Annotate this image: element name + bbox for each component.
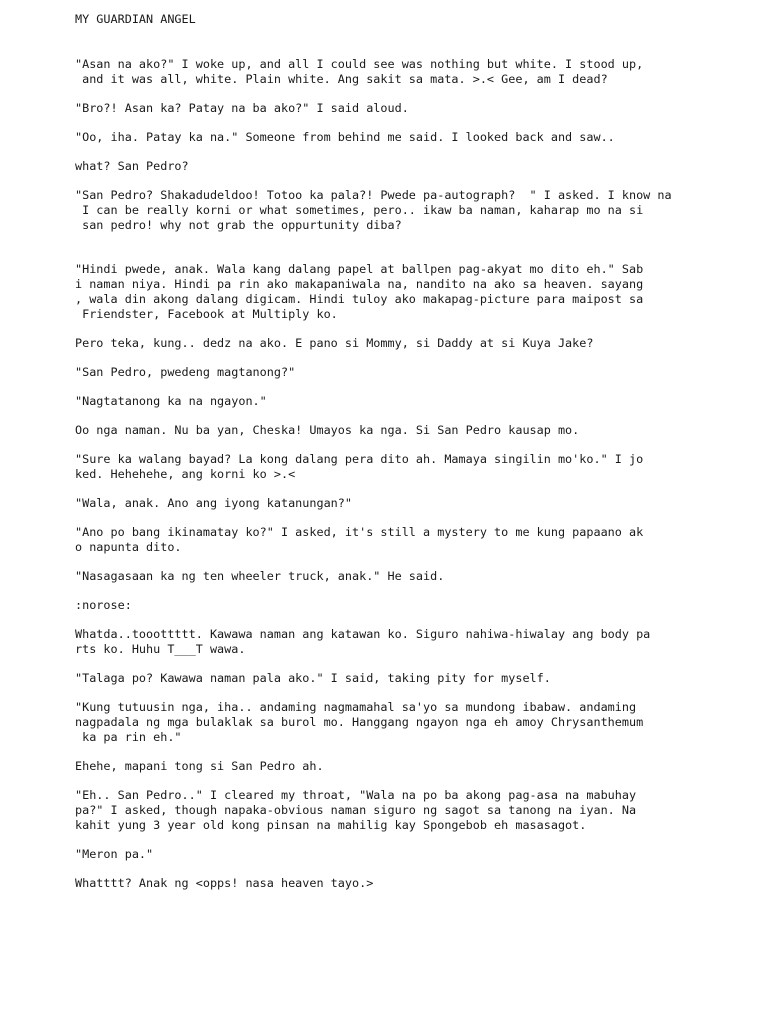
paragraph: "Kung tutuusin nga, iha.. andaming nagmamahal sa'yo sa mundong ibabaw. andaming nagpadala ng mga bulaklak sa burol mo. Hanggang ngayon nga eh amoy Chrysanthemum ka pa rin eh." — [75, 700, 644, 744]
paragraph: "Nasagasaan ka ng ten wheeler truck, anak." He said. — [75, 569, 445, 583]
paragraph: "Oo, iha. Patay ka na." Someone from behind me said. I looked back and saw.. — [75, 130, 615, 144]
paragraph: Whatttt? Anak ng <opps! nasa heaven tayo.> — [75, 876, 374, 890]
paragraph: "Talaga po? Kawawa naman pala ako." I said, taking pity for myself. — [75, 671, 551, 685]
paragraph: "Bro?! Asan ka? Patay na ba ako?" I said aloud. — [75, 101, 409, 115]
paragraph: "Asan na ako?" I woke up, and all I could see was nothing but white. I stood up, and it was all, white. Plain white. Ang sakit sa mata. >.< Gee, am I dead? — [75, 57, 644, 86]
document-title: MY GUARDIAN ANGEL — [75, 12, 196, 26]
paragraph: "Hindi pwede, anak. Wala kang dalang papel at ballpen pag-akyat mo dito eh." Sab i naman niya. Hindi pa rin ako makapaniwala na, nandito na ako sa heaven. sayang , wala din akong dalang digicam. Hindi tuloy ako makapag-picture para maipost sa Friendster, Facebook at Multiply ko. — [75, 262, 644, 321]
paragraph: :norose: — [75, 598, 132, 612]
paragraph: "San Pedro? Shakadudeldoo! Totoo ka pala?! Pwede pa-autograph? " I asked. I know na I can be really korni or what sometimes, pero.. ikaw ba naman, kaharap mo na si san pedro! why not grab the oppurtunity diba? — [75, 188, 672, 232]
paragraph: "Ano po bang ikinamatay ko?" I asked, it's still a mystery to me kung papaano ak o napunta dito. — [75, 525, 644, 554]
paragraph: "Eh.. San Pedro.." I cleared my throat, "Wala na po ba akong pag-asa na mabuhay pa?" I asked, though napaka-obvious naman siguro ng sagot sa tanong na iyan. Na kahit yung 3 year old kong pinsan na mahilig kay Spongebob eh masasagot. — [75, 788, 637, 832]
paragraph: "Nagtatanong ka na ngayon." — [75, 394, 267, 408]
paragraph: Oo nga naman. Nu ba yan, Cheska! Umayos ka nga. Si San Pedro kausap mo. — [75, 423, 580, 437]
document-body — [75, 57, 755, 905]
paragraph: "Wala, anak. Ano ang iyong katanungan?" — [75, 496, 352, 510]
paragraph: Ehehe, mapani tong si San Pedro ah. — [75, 759, 324, 773]
paragraph: what? San Pedro? — [75, 159, 189, 173]
paragraph: "Meron pa." — [75, 847, 154, 861]
paragraph: "San Pedro, pwedeng magtanong?" — [75, 365, 296, 379]
paragraph: Whatda..tooottttt. Kawawa naman ang katawan ko. Siguro nahiwa-hiwalay ang body pa rts ko. Huhu T___T wawa. — [75, 627, 651, 656]
paragraph: "Sure ka walang bayad? La kong dalang pera dito ah. Mamaya singilin mo'ko." I jo ked. Hehehehe, ang korni ko >.< — [75, 452, 644, 481]
paragraph: Pero teka, kung.. dedz na ako. E pano si Mommy, si Daddy at si Kuya Jake? — [75, 336, 594, 350]
